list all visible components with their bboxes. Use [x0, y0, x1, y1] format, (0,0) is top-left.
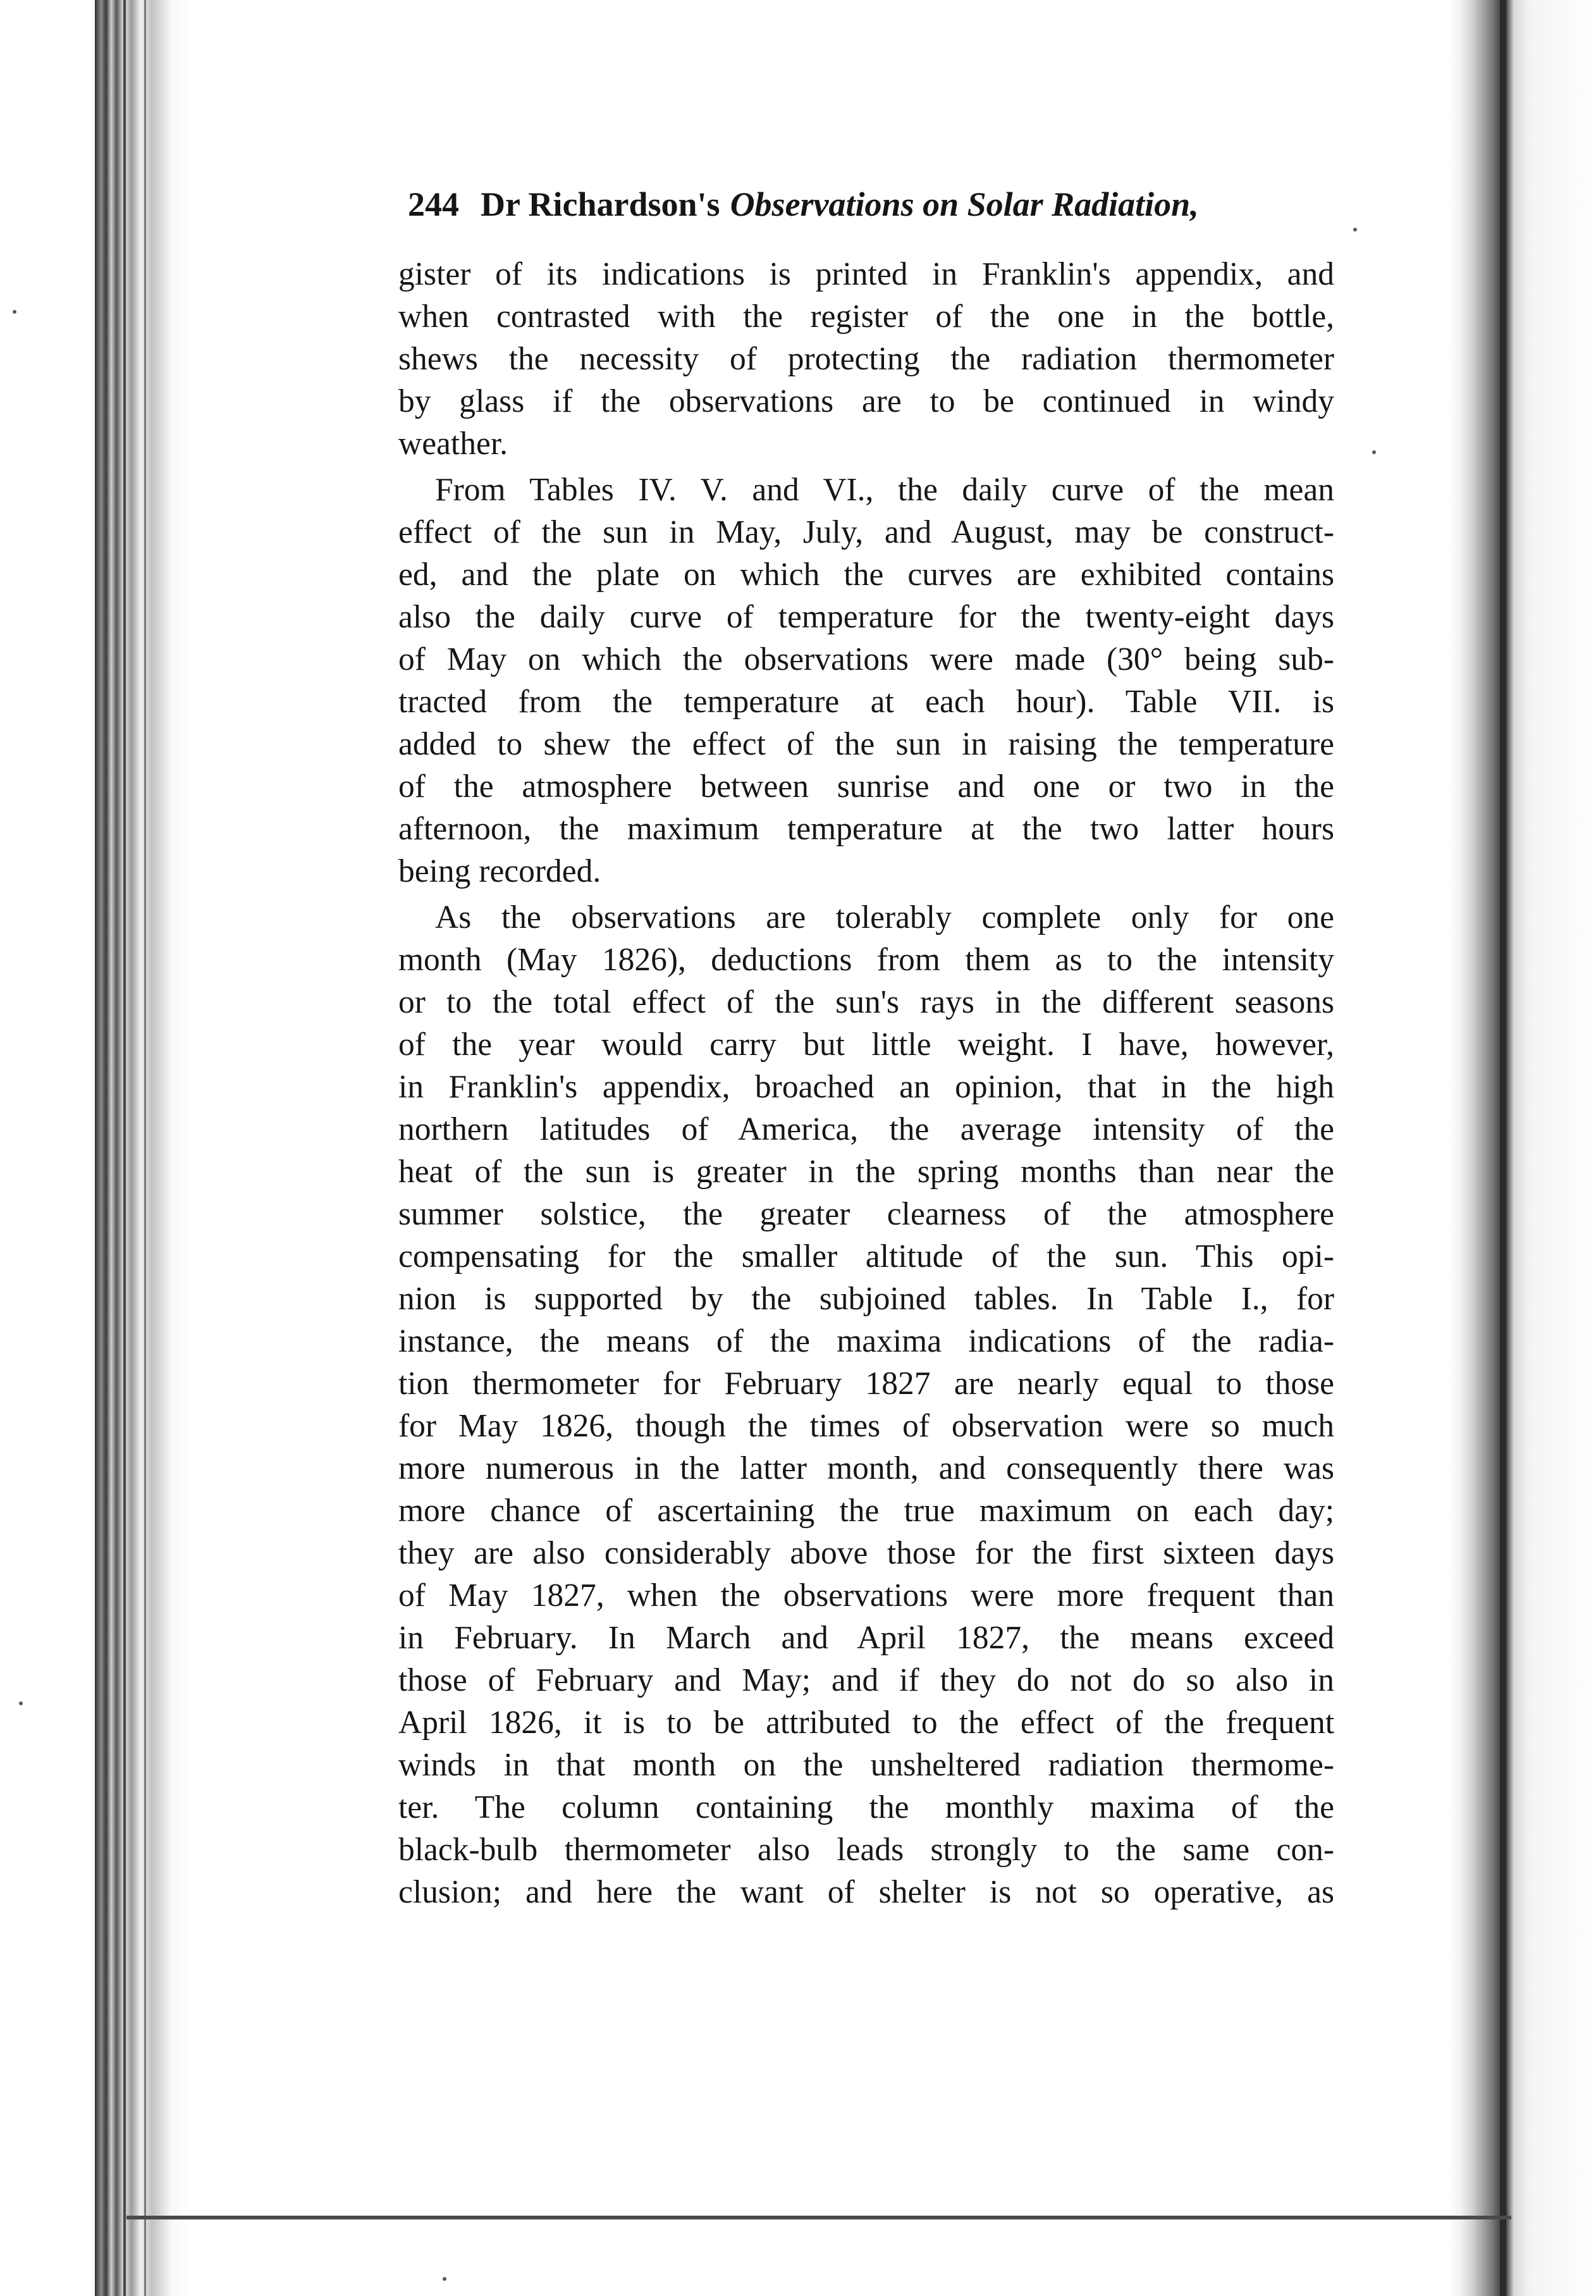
scan-speck — [443, 2277, 446, 2281]
running-head-author: Dr Richardson's — [481, 185, 720, 223]
left-page-edge-line — [123, 0, 126, 2296]
text-line: tion thermometer for February 1827 are nearly equal to those — [398, 1366, 1334, 1402]
scan-speck — [1372, 450, 1376, 454]
left-page-edge-shadow — [95, 0, 190, 2296]
text-line: by glass if the observations are to be continued in windy — [398, 383, 1334, 419]
text-line: being recorded. — [398, 853, 601, 889]
text-line: of the atmosphere between sunrise and one or two in the — [398, 768, 1334, 805]
text-line: black-bulb thermometer also leads strongly to the same con- — [398, 1832, 1334, 1868]
text-line: As the observations are tolerably complete only for one — [435, 899, 1334, 935]
text-line: clusion; and here the want of shelter is not so operative, as — [398, 1874, 1334, 1910]
text-line: more numerous in the latter month, and consequently there was — [398, 1450, 1334, 1486]
text-line: ed, and the plate on which the curves are exhibited contains — [398, 557, 1334, 593]
text-line: From Tables IV. V. and VI., the daily curve of the mean — [435, 472, 1334, 508]
paragraph — [398, 469, 1334, 892]
running-head-title: Observations on Solar Radiation, — [730, 185, 1199, 223]
text-line: tracted from the temperature at each hour). Table VII. is — [398, 684, 1334, 720]
text-line: for May 1826, though the times of observation were so much — [398, 1408, 1334, 1444]
text-line: summer solstice, the greater clearness of the atmosphere — [398, 1196, 1334, 1232]
paragraph — [398, 253, 1334, 465]
text-line: compensating for the smaller altitude of the sun. This opi- — [398, 1238, 1334, 1275]
text-line: in February. In March and April 1827, the means exceed — [398, 1620, 1334, 1656]
body-text — [398, 253, 1334, 1913]
text-line: they are also considerably above those for the first sixteen days — [398, 1535, 1334, 1571]
right-page-edge-line — [1500, 0, 1506, 2296]
text-line: those of February and May; and if they do not do so also in — [398, 1662, 1334, 1698]
bottom-page-edge-line — [126, 2216, 1511, 2219]
text-line: effect of the sun in May, July, and August, may be construct- — [398, 514, 1334, 550]
text-line: when contrasted with the register of the one in the bottle, — [398, 299, 1334, 335]
paragraph — [398, 896, 1334, 1913]
text-line: heat of the sun is greater in the spring months than near the — [398, 1154, 1334, 1190]
text-line: ter. The column containing the monthly maxima of the — [398, 1789, 1334, 1825]
text-line: in Franklin's appendix, broached an opinion, that in the high — [398, 1069, 1334, 1105]
text-line: of the year would carry but little weight. I have, however, — [398, 1027, 1334, 1063]
scan-speck — [19, 1701, 23, 1705]
text-line: winds in that month on the unsheltered radiation thermome- — [398, 1747, 1334, 1783]
text-line: added to shew the effect of the sun in raising the temperature — [398, 726, 1334, 762]
text-line: more chance of ascertaining the true maximum on each day; — [398, 1493, 1334, 1529]
right-page-edge-shadow — [1448, 0, 1596, 2296]
text-line: nion is supported by the subjoined tables. In Table I., for — [398, 1281, 1334, 1317]
text-line: instance, the means of the maxima indications of the radia- — [398, 1323, 1334, 1359]
text-line: of May on which the observations were made (30° being sub- — [398, 641, 1334, 677]
left-page-edge-line-inner — [144, 0, 146, 2296]
text-line: shews the necessity of protecting the radiation thermometer — [398, 341, 1334, 377]
text-line: of May 1827, when the observations were more frequent than — [398, 1577, 1334, 1614]
text-line: afternoon, the maximum temperature at the two latter hours — [398, 811, 1334, 847]
text-line: or to the total effect of the sun's rays in the different seasons — [398, 984, 1334, 1020]
text-line: weather. — [398, 426, 508, 462]
text-line: also the daily curve of temperature for the twenty-eight days — [398, 599, 1334, 635]
text-line: gister of its indications is printed in Franklin's appendix, and — [398, 256, 1334, 292]
running-head — [408, 185, 1363, 242]
scan-speck — [13, 310, 16, 314]
text-line: April 1826, it is to be attributed to the effect of the frequent — [398, 1705, 1334, 1741]
text-line: month (May 1826), deductions from them as to the intensity — [398, 942, 1334, 978]
text-line: northern latitudes of America, the average intensity of the — [398, 1111, 1334, 1147]
page-number: 244 — [408, 185, 459, 223]
